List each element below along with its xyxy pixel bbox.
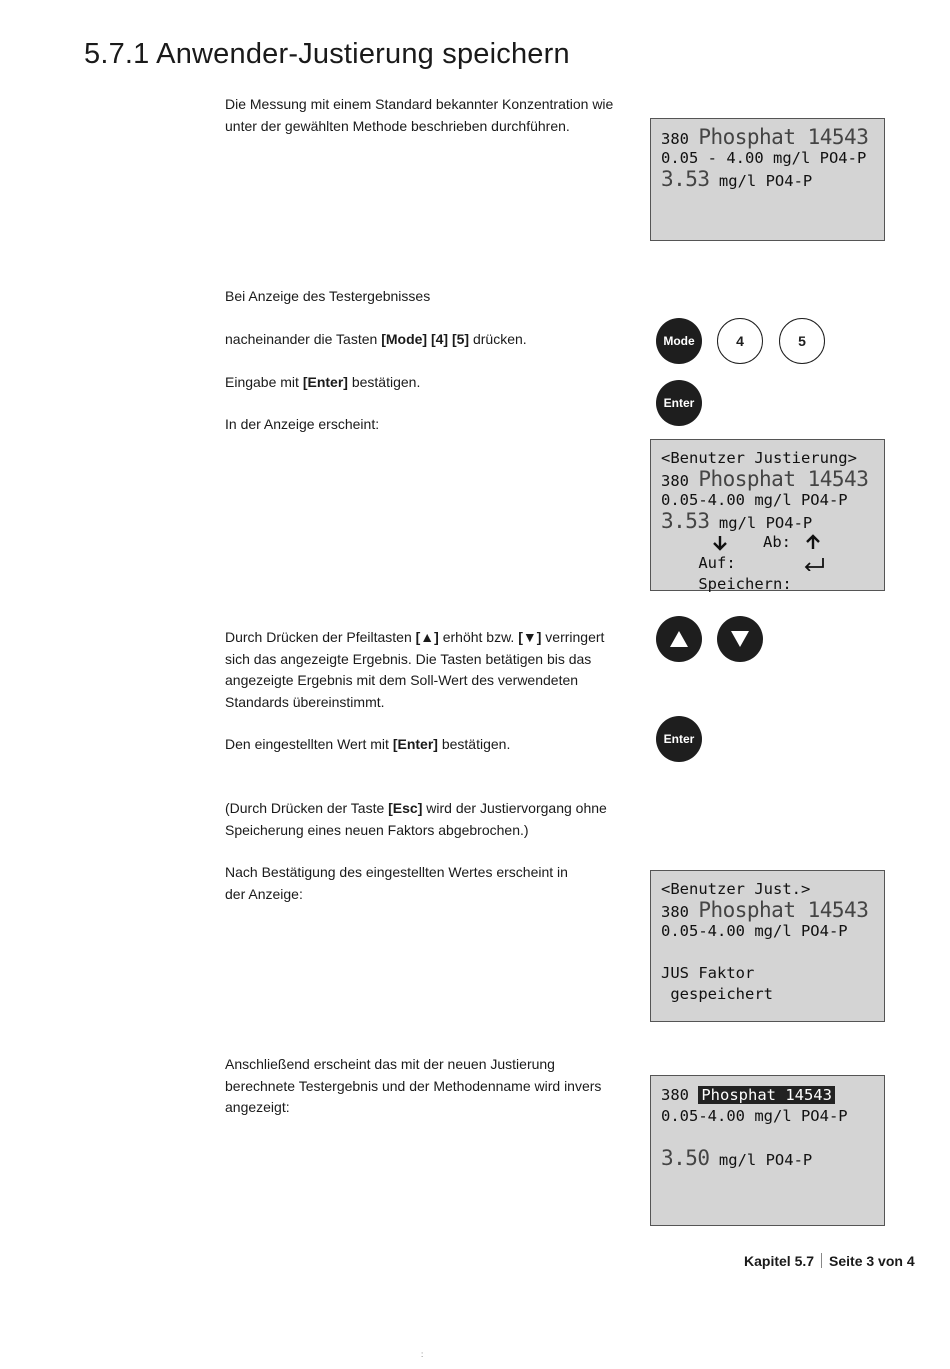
arrow-up-icon [806,534,820,550]
triangle-down-icon [731,631,749,647]
arrow-down-key[interactable] [717,616,763,662]
result-unit: mg/l PO4-P [709,514,813,532]
key-4[interactable]: 4 [717,318,763,364]
enter-key-confirm[interactable]: Enter [656,716,702,762]
lcd-display-factor-saved [650,870,885,1022]
save-label: Speichern: [698,575,792,593]
result-unit: mg/l PO4-P [709,172,813,190]
lcd-display-result [650,118,885,241]
key-5[interactable]: 5 [779,318,825,364]
saved-message: gespeichert [661,985,773,1003]
chapter-label: Kapitel 5.7 [744,1253,815,1269]
measuring-range: 0.05-4.00 mg/l PO4-P [661,1107,848,1125]
triangle-up-icon [670,631,688,647]
page-number: Seite 3 von 4 [829,1253,915,1269]
page-title: 5.7.1 Anwender-Justierung speichern [84,38,570,70]
instruction-result-shown: Bei Anzeige des Testergebnisses [225,288,431,304]
measuring-range: 0.05-4.00 mg/l PO4-P [661,491,848,509]
bottom-mark: : [421,1350,424,1359]
adjust-header: <Benutzer Just.> [661,880,811,898]
method-number: 380 [661,1086,699,1104]
lcd-display-user-adjust [650,439,885,591]
result-value: 3.53 [661,167,710,191]
result-value: 3.50 [661,1146,710,1170]
result-value: 3.53 [661,509,710,533]
measuring-range: 0.05 - 4.00 mg/l PO4-P [661,149,867,167]
instruction-esc-cancel: (Durch Drücken der Taste [Esc] wird der Justiervorgang ohne Speicherung eines neuen Faktors abgebrochen.) [225,800,607,838]
instruction-arrow-keys: Durch Drücken der Pfeiltasten [▲] erhöht bzw. [▼] verringert sich das angezeigte Ergebnis. Die Tasten betätigen bis das angezeigte Ergebnis mit dem Soll-Wert des verwendeten Standards übereinstimmt. [225,629,605,710]
method-number: 380 [661,903,699,921]
arrow-down-icon [713,535,727,551]
footer-divider [821,1253,822,1268]
instruction-press-keys: nacheinander die Tasten [Mode] [4] [5] drücken. [225,331,527,347]
lcd-display-new-result [650,1075,885,1226]
up-label: Auf: [698,554,736,572]
instruction-confirm-enter: Eingabe mit [Enter] bestätigen. [225,374,421,390]
return-icon [803,557,825,571]
instruction-confirm-value: Den eingestellten Wert mit [Enter] bestätigen. [225,736,511,752]
method-name: Phosphat 14543 [698,467,869,491]
instruction-display-appears: In der Anzeige erscheint: [225,416,380,432]
method-name: Phosphat 14543 [698,125,869,149]
method-number: 380 [661,130,699,148]
instruction-measure: Die Messung mit einem Standard bekannter Konzentration wie unter der gewählten Methode beschrieben durchführen. [225,96,614,134]
result-unit: mg/l PO4-P [709,1151,813,1169]
enter-key[interactable]: Enter [656,380,702,426]
arrow-up-key[interactable] [656,616,702,662]
method-number: 380 [661,472,699,490]
measuring-range: 0.05-4.00 mg/l PO4-P [661,922,848,940]
method-name: Phosphat 14543 [698,898,869,922]
page-footer [744,1253,915,1269]
factor-message: JUS Faktor [661,964,755,982]
down-label: Ab: [763,533,791,551]
instruction-after-confirm: Nach Bestätigung des eingestellten Wertes erscheint in der Anzeige: [225,864,568,902]
instruction-inverse-display: Anschließend erscheint das mit der neuen Justierung berechnete Testergebnis und der Methodenname wird invers angezeigt: [225,1056,602,1115]
mode-key[interactable]: Mode [656,318,702,364]
method-name-inverse: Phosphat 14543 [698,1086,835,1104]
adjust-header: <Benutzer Justierung> [661,449,857,467]
